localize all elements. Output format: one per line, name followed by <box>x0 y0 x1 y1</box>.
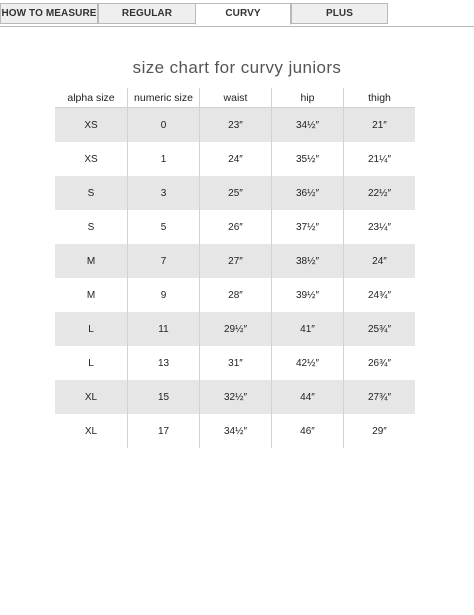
table-row <box>55 142 415 176</box>
cell-numeric-size: 9 <box>127 278 199 312</box>
cell-alpha-size: M <box>86 289 96 301</box>
cell-hip: 39½″ <box>271 278 343 312</box>
cell-waist: 27″ <box>199 244 271 278</box>
cell-hip: 46″ <box>271 414 343 448</box>
cell-numeric-size: 7 <box>127 244 199 278</box>
cell-thigh: 21¼″ <box>343 142 415 176</box>
header-waist: waist <box>199 88 271 107</box>
tabs-divider <box>0 26 474 27</box>
cell-hip: 38½″ <box>271 244 343 278</box>
cell-waist: 26″ <box>199 210 271 244</box>
cell-thigh: 23¼″ <box>343 210 415 244</box>
size-chart-table <box>55 88 415 448</box>
cell-waist: 23″ <box>199 107 271 142</box>
cell-waist: 28″ <box>199 278 271 312</box>
cell-thigh: 26¾″ <box>343 346 415 380</box>
cell-hip: 37½″ <box>271 210 343 244</box>
cell-waist: 24″ <box>199 142 271 176</box>
cell-alpha-size: M <box>55 244 127 278</box>
tab-regular[interactable]: REGULAR <box>98 3 196 24</box>
cell-numeric-size: 5 <box>127 210 199 244</box>
cell-thigh: 22½″ <box>343 176 415 210</box>
table-row <box>55 244 415 278</box>
cell-thigh: 29″ <box>343 414 415 448</box>
cell-alpha-size: XS <box>84 153 98 165</box>
cell-alpha-size: XL <box>55 380 127 414</box>
cell-waist: 25″ <box>199 176 271 210</box>
size-tabs <box>0 3 474 27</box>
header-hip: hip <box>271 88 343 107</box>
cell-hip: 44″ <box>271 380 343 414</box>
cell-alpha-size: XS <box>55 107 127 142</box>
cell-waist: 32½″ <box>199 380 271 414</box>
cell-waist: 29½″ <box>199 312 271 346</box>
cell-alpha-size: XL <box>84 425 98 437</box>
cell-thigh: 21″ <box>343 107 415 142</box>
cell-numeric-size: 1 <box>127 142 199 176</box>
cell-hip: 36½″ <box>271 176 343 210</box>
table-row <box>55 380 415 414</box>
cell-waist: 31″ <box>199 346 271 380</box>
page-title: size chart for curvy juniors <box>132 58 342 77</box>
cell-alpha-size: S <box>87 221 95 233</box>
table-row <box>55 346 415 380</box>
header-alpha-size: alpha size <box>67 91 115 104</box>
table-row <box>55 312 415 346</box>
table-row <box>55 278 415 312</box>
cell-hip: 42½″ <box>271 346 343 380</box>
table-row <box>55 210 415 244</box>
tab-curvy[interactable]: CURVY <box>195 3 291 25</box>
cell-numeric-size: 11 <box>127 312 199 346</box>
table-row <box>55 176 415 210</box>
table-header-row <box>55 88 415 107</box>
tab-how-to-measure[interactable]: HOW TO MEASURE <box>0 3 98 24</box>
cell-numeric-size: 17 <box>127 414 199 448</box>
cell-thigh: 25¾″ <box>343 312 415 346</box>
cell-thigh: 24¾″ <box>343 278 415 312</box>
tab-plus[interactable]: PLUS <box>291 3 388 24</box>
cell-hip: 41″ <box>271 312 343 346</box>
cell-numeric-size: 15 <box>127 380 199 414</box>
cell-numeric-size: 0 <box>127 107 199 142</box>
header-numeric-size: numeric size <box>127 88 199 107</box>
table-body <box>55 107 415 448</box>
cell-numeric-size: 13 <box>127 346 199 380</box>
table-row <box>55 414 415 448</box>
cell-thigh: 27¾″ <box>343 380 415 414</box>
cell-numeric-size: 3 <box>127 176 199 210</box>
table-row <box>55 107 415 142</box>
header-thigh: thigh <box>343 88 415 107</box>
cell-hip: 34½″ <box>271 107 343 142</box>
cell-waist: 34½″ <box>199 414 271 448</box>
cell-hip: 35½″ <box>271 142 343 176</box>
cell-alpha-size: L <box>55 312 127 346</box>
cell-alpha-size: S <box>55 176 127 210</box>
cell-alpha-size: L <box>88 357 94 369</box>
cell-thigh: 24″ <box>343 244 415 278</box>
